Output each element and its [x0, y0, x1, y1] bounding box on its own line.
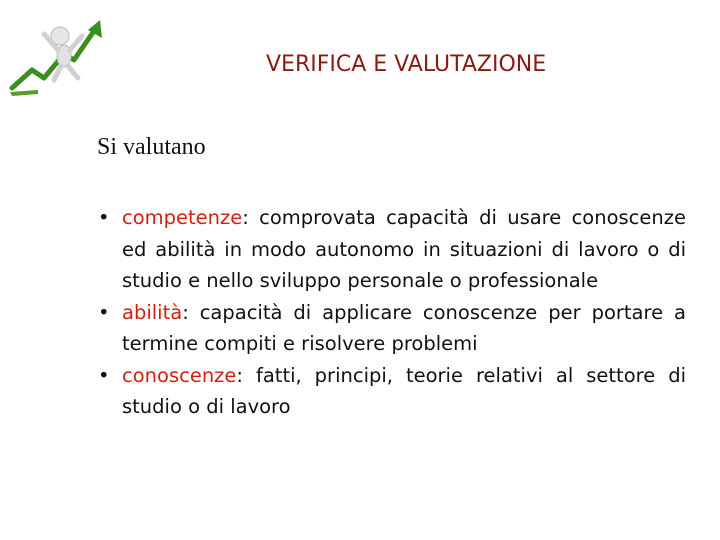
definition-competenze: comprovata capacità di usare conoscenze ed abilità in modo autonomo in situazioni di lavoro o di studio e nello sviluppo personale o professionale [122, 206, 686, 292]
bullet-icon: • [98, 300, 110, 324]
slide-title: VERIFICA E VALUTAZIONE [266, 52, 547, 77]
term-separator: : [182, 300, 189, 324]
term-separator: : [242, 206, 249, 229]
term-conoscenze: conoscenze [122, 363, 237, 387]
term-competenze: competenze [122, 206, 243, 229]
slide-subtitle: Si valutano [97, 134, 206, 160]
list-item [92, 202, 686, 297]
list-item [92, 297, 686, 360]
bullet-list [92, 202, 686, 423]
bullet-icon: • [98, 206, 110, 229]
definition-abilita: capacità di applicare conoscenze per portare a termine compiti e risolvere problemi [122, 300, 686, 355]
stick-figure-growth-chart-icon [8, 14, 108, 98]
list-item [92, 360, 686, 423]
bullet-icon: • [98, 363, 110, 387]
term-abilita: abilità [122, 300, 183, 324]
term-separator: : [236, 363, 243, 387]
definition-conoscenze: fatti, principi, teorie relativi al settore di studio o di lavoro [122, 363, 686, 418]
